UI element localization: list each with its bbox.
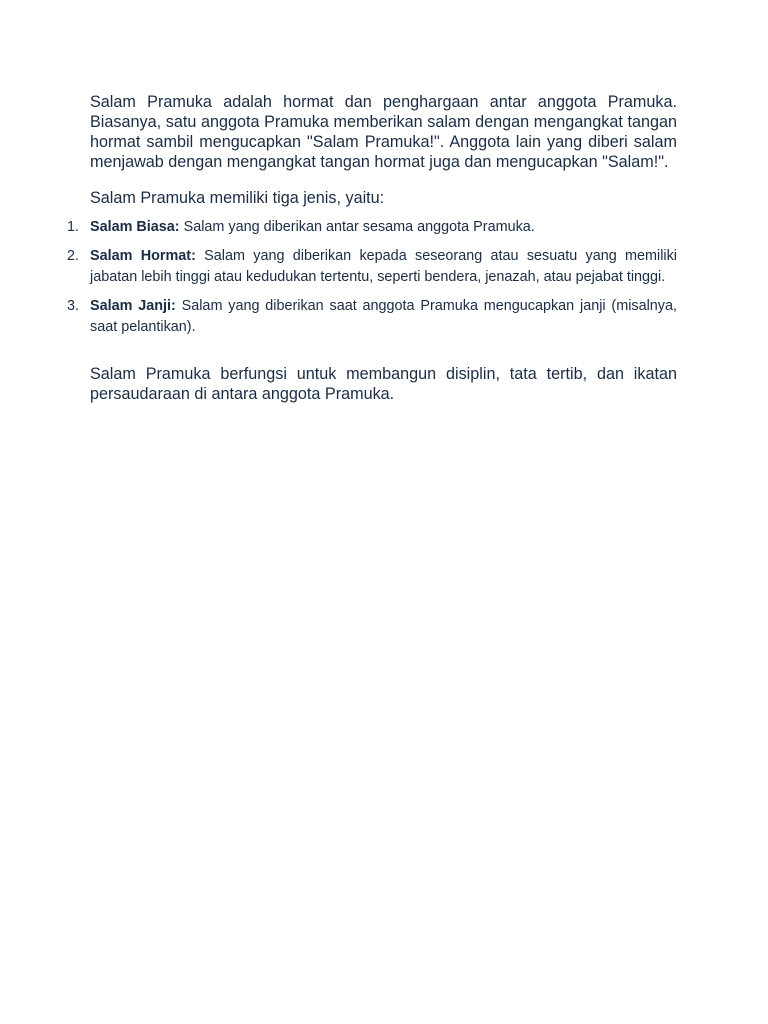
- list-item-salam-janji: [0, 296, 677, 339]
- list-number: 3.: [67, 297, 80, 314]
- list-item-salam-hormat: [0, 246, 677, 289]
- list-number: 2.: [67, 247, 80, 264]
- list-description: Salam yang diberikan saat anggota Pramuka mengucapkan janji (misalnya, saat pelantikan).: [90, 297, 677, 335]
- salam-types-list: [0, 217, 677, 339]
- list-lead-paragraph: Salam Pramuka memiliki tiga jenis, yaitu:: [90, 189, 385, 207]
- list-number: 1.: [67, 219, 80, 235]
- document-body: [67, 92, 677, 404]
- list-term: Salam Hormat:: [90, 247, 196, 264]
- list-description: Salam yang diberikan antar sesama anggota Pramuka.: [179, 219, 535, 235]
- list-term: Salam Biasa:: [90, 219, 180, 235]
- closing-paragraph: Salam Pramuka berfungsi untuk membangun disiplin, tata tertib, dan ikatan persaudaraan di antara anggota Pramuka.: [90, 364, 677, 403]
- list-term: Salam Janji:: [90, 297, 176, 314]
- list-item-salam-biasa: [0, 217, 677, 239]
- list-description: Salam yang diberikan kepada seseorang atau sesuatu yang memiliki jabatan lebih tinggi atau kedudukan tertentu, seperti bendera, jenazah, atau pejabat tinggi.: [90, 247, 677, 285]
- intro-paragraph: Salam Pramuka adalah hormat dan penghargaan antar anggota Pramuka. Biasanya, satu anggota Pramuka memberikan salam dengan mengangkat tangan hormat sambil mengucapkan "Salam Pramuka!". Anggota lain yang diberi salam menjawab dengan mengangkat tangan hormat juga dan mengucapkan "Salam!".: [90, 93, 677, 171]
